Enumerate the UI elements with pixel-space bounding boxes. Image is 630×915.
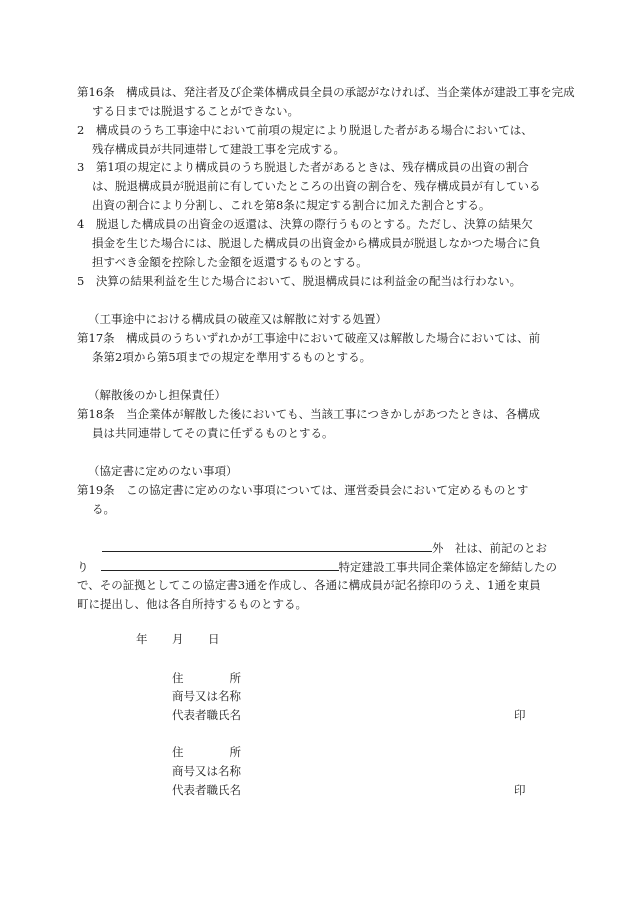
signature-2-name-label: 商号又は名称 [172,764,241,778]
jv-name-blank-line [101,559,339,571]
article17-line-2: 条第2項から第5項までの規定を準用するものとする。 [92,350,372,364]
signature-2-representative-label: 代表者職氏名 [172,783,241,797]
closing-line-2-prefix: り [77,560,89,574]
company-blank-line [102,540,432,552]
closing-line-1 [102,540,547,555]
article16-line-5: 3 第1項の規定により構成員のうち脱退した者があるときは、残存構成員の出資の割合 [77,160,529,174]
signature-1-name-label: 商号又は名称 [172,689,241,703]
article18-line-1: 第18条 当企業体が解散した後においても、当該工事につきかしがあつたときは、各構成 [77,407,540,421]
article18-heading: （解散後のかし担保責任） [88,388,226,402]
article16-line-4: 残存構成員が共同連帯して建設工事を完成する。 [92,142,345,156]
signature-2-seal-mark: 印 [514,783,526,797]
article18-line-2: 員は共同連帯してその責に任ずるものとする。 [92,426,334,440]
article19-line-1: 第19条 この協定書に定めのない事項については、運営委員会において定めるものとす [77,483,529,497]
article19-line-2: る。 [92,502,115,516]
closing-line-2 [77,559,557,574]
article16-line-10: 担すべき金額を控除した金額を返還するものとする。 [92,255,368,269]
signature-2-address-label: 住 所 [172,745,241,759]
article17-heading: （工事途中における構成員の破産又は解散に対する処置） [88,312,387,326]
signature-1-seal-mark: 印 [514,708,526,722]
article16-line-11: 5 決算の結果利益を生じた場合において、脱退構成員には利益金の配当は行わない。 [77,274,522,288]
article16-line-1: 第16条 構成員は、発注者及び企業体構成員全員の承認がなければ、当企業体が建設工事を完成 [77,85,575,99]
date-month: 月 [172,632,184,646]
article16-line-6: は、脱退構成員が脱退前に有していたところの出資の割合を、残存構成員が有している [92,179,541,193]
closing-line-2-text: 特定建設工事共同企業体協定を締結したの [338,560,557,574]
article19-heading: （協定書に定めのない事項） [88,464,238,478]
signature-1-address-label: 住 所 [172,671,241,685]
closing-line-3: で、その証拠としてこの協定書3通を作成し、各通に構成員が記名捺印のうえ、1通を東員 [77,578,541,592]
article17-line-1: 第17条 構成員のうちいずれかが工事途中において破産又は解散した場合においては、前 [77,331,541,345]
closing-line-4: 町に提出し、他は各自所持するものとする。 [77,597,307,611]
date-day: 日 [208,632,220,646]
article16-line-8: 4 脱退した構成員の出資金の返還は、決算の際行うものとする。ただし、決算の結果欠 [77,217,533,231]
signature-1-representative-label: 代表者職氏名 [172,708,241,722]
article16-line-3: 2 構成員のうち工事途中において前項の規定により脱退した者がある場合においては、 [77,123,533,137]
article16-line-2: する日までは脱退することができない。 [92,104,299,118]
article16-line-7: 出資の割合により分割し、これを第8条に規定する割合に加えた割合とする。 [92,198,491,212]
article16-line-9: 損金を生じた場合には、脱退した構成員の出資金から構成員が脱退しなかつた場合に負 [92,236,541,250]
closing-line-1-text: 外 社は、前記のとお [432,541,547,555]
date-year: 年 [136,632,148,646]
